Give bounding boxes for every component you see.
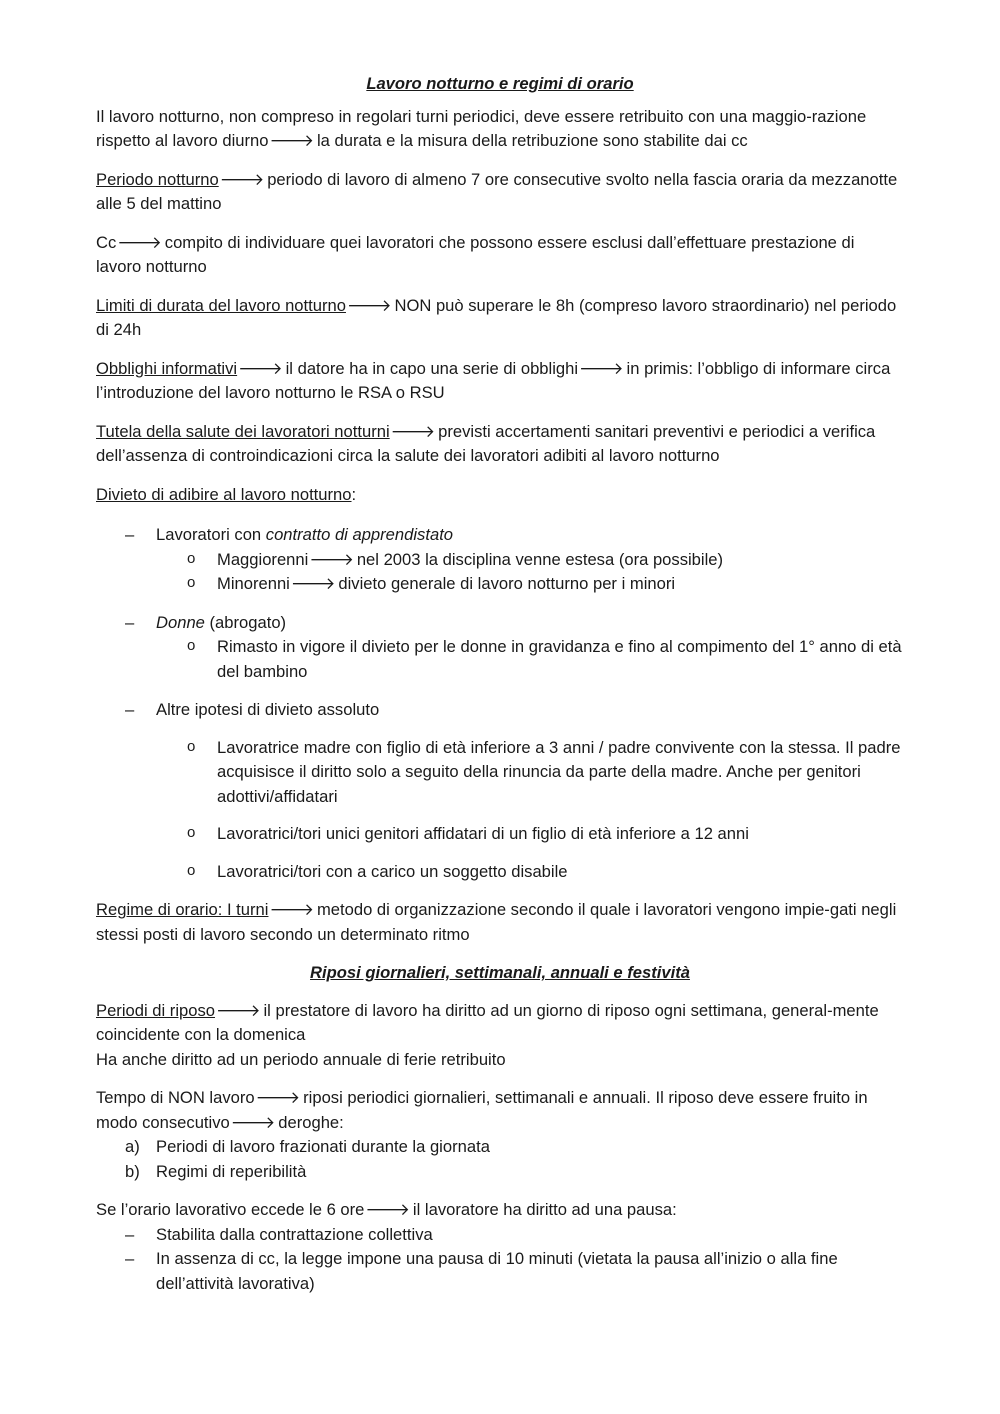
term-label: Maggiorenni [217,549,309,569]
sub-list-item [217,822,904,847]
list-item [156,1247,904,1296]
paragraph-limiti-durata [96,294,904,343]
arrow-icon: 🡒 [219,169,265,189]
arrow-icon: 🡒 [238,358,283,378]
list-item [156,698,904,884]
paragraph-text: previsti accertamenti sanitari preventivi e periodici a verifica dell’assenza di controindicazioni circa la salute dei lavoratori adibiti al lavoro notturno [96,421,876,465]
term-label: Periodi di riposo [96,1000,215,1020]
paragraph-text: in primis: l’obbligo di informare circa l’introduzione del lavoro notturno le RSA o RSU [96,358,891,402]
paragraph-tutela-salute [96,420,904,469]
paragraph-text: Il lavoro notturno, non compreso in regolari turni periodici, deve essere retribuito con una maggio-razione rispetto al lavoro diurno [96,106,867,150]
colon: : [351,484,357,504]
arrow-icon: 🡒 [269,131,314,150]
term-label: Tutela della salute dei lavoratori notturni [96,421,390,441]
paragraph-periodi-riposo [96,999,904,1073]
list-item-text: Regimi di reperibilità [156,1161,307,1181]
paragraph-text: NON può superare le 8h (compreso lavoro straordinario) nel periodo di 24h [96,295,897,339]
list-item [156,1223,904,1248]
list-item-text: Rimasto in vigore il divieto per le donne in gravidanza e fino al compimento del 1° anno di età del bambino [217,637,902,681]
pausa-list [96,1223,904,1297]
arrow-icon: 🡒 [579,358,624,378]
list-item-text: (abrogato) [204,612,287,632]
paragraph-turni [96,898,904,947]
sub-list-item [217,736,904,810]
list-item-text: Lavoratrici/tori con a carico un soggetto disabile [217,861,568,881]
term-label: Regime di orario: I turni [96,900,269,919]
paragraph-text: riposi periodici giornalieri, settimanali e annuali. Il riposo deve essere fruito in modo consecutivo [96,1088,868,1132]
list-item-italic: Donne [156,612,205,632]
paragraph-divieto [96,483,904,508]
arrow-icon: 🡒 [230,1112,276,1132]
list-item-text: divieto generale di lavoro notturno per i minori [338,574,676,593]
arrow-icon: 🡒 [390,421,436,441]
term-label: Divieto di adibire al lavoro notturno [96,484,352,504]
paragraph-text: il prestatore di lavoro ha diritto ad un giorno di riposo ogni settimana, general-mente coincidente con la domenica [96,1000,879,1044]
paragraph-text: metodo di organizzazione secondo il quale i lavoratori vengono impie-gati negli stessi posti di lavoro secondo un determinato ritmo [96,900,897,944]
paragraph-cc [96,231,904,280]
paragraph-text: compito di individuare quei lavoratori che possono essere esclusi dall’effettuare prestazione di lavoro notturno [96,232,855,276]
paragraph-text: il datore ha in capo una serie di obblighi [285,358,579,378]
paragraph-obblighi-informativi [96,357,904,406]
sub-list-item [217,572,904,597]
arrow-icon: 🡒 [255,1088,301,1107]
list-item [125,1160,904,1185]
arrow-icon: 🡒 [365,1200,410,1219]
deroghe-list [96,1135,904,1184]
sub-list-item [217,860,904,885]
list-item-text: In assenza di cc, la legge impone una pausa di 10 minuti (vietata la pausa all’inizio o alla fine dell’attività lavorativa) [156,1249,838,1293]
term-label: Limiti di durata del lavoro notturno [96,295,346,315]
arrow-icon: 🡒 [309,549,354,569]
list-item [156,523,904,597]
paragraph-periodo-notturno [96,168,904,217]
list-item [125,1135,904,1160]
sub-list-item [217,548,904,573]
list-item-text: Lavoratrici/tori unici genitori affidatari di un figlio di età inferiore a 12 anni [217,824,749,843]
section-title-riposi: Riposi giornalieri, settimanali, annuali e festività [310,963,690,982]
term-label: Periodo notturno [96,169,219,189]
paragraph-pausa [96,1198,904,1223]
paragraph-text: Se l’orario lavorativo eccede le 6 ore [96,1200,365,1219]
list-item-text: Periodi di lavoro frazionati durante la giornata [156,1137,490,1156]
paragraph-text: deroghe: [278,1112,344,1132]
list-item-text: Altre ipotesi di divieto assoluto [156,700,380,719]
list-item-text: Lavoratori con [156,525,266,544]
paragraph-text: il lavoratore ha diritto ad una pausa: [412,1200,677,1219]
paragraph-maggiorazione [96,105,904,154]
arrow-icon: 🡒 [346,295,392,315]
sub-list [156,635,904,684]
arrow-icon: 🡒 [215,1000,261,1020]
list-item [156,611,904,685]
arrow-icon: 🡒 [269,900,314,919]
list-item-text: nel 2003 la disciplina venne estesa (ora possibile) [356,549,724,569]
paragraph-text: periodo di lavoro di almeno 7 ore consecutive svolto nella fascia oraria da mezzanotte alle 5 del mattino [96,169,898,213]
term-label: Cc [96,232,117,252]
list-marker: a) [125,1137,140,1156]
term-label: Obblighi informativi [96,358,238,378]
list-item-italic: contratto di apprendistato [265,525,454,544]
paragraph-text: Ha anche diritto ad un periodo annuale di ferie retribuito [96,1049,506,1069]
list-item-text: Stabilita dalla contrattazione collettiva [156,1224,433,1244]
arrow-icon: 🡒 [290,574,336,593]
divieto-list [96,523,904,884]
term-label: Minorenni [217,574,290,593]
sub-list-item [217,635,904,684]
paragraph-tempo-non-lavoro [96,1086,904,1135]
section-title-lavoro-notturno: Lavoro notturno e regimi di orario [366,74,634,93]
sub-list [156,548,904,597]
arrow-icon: 🡒 [117,232,162,252]
list-marker: b) [125,1161,140,1181]
paragraph-text: la durata e la misura della retribuzione sono stabilite dai cc [316,131,748,150]
sub-list [156,736,904,885]
list-item-text: Lavoratrice madre con figlio di età inferiore a 3 anni / padre convivente con la stessa. Il padre acquisisce il diritto solo a seguito della rinuncia da parte della madre. Anche per genitori adottivi/affidatari [217,737,901,806]
term-label: Tempo di NON lavoro [96,1088,255,1107]
